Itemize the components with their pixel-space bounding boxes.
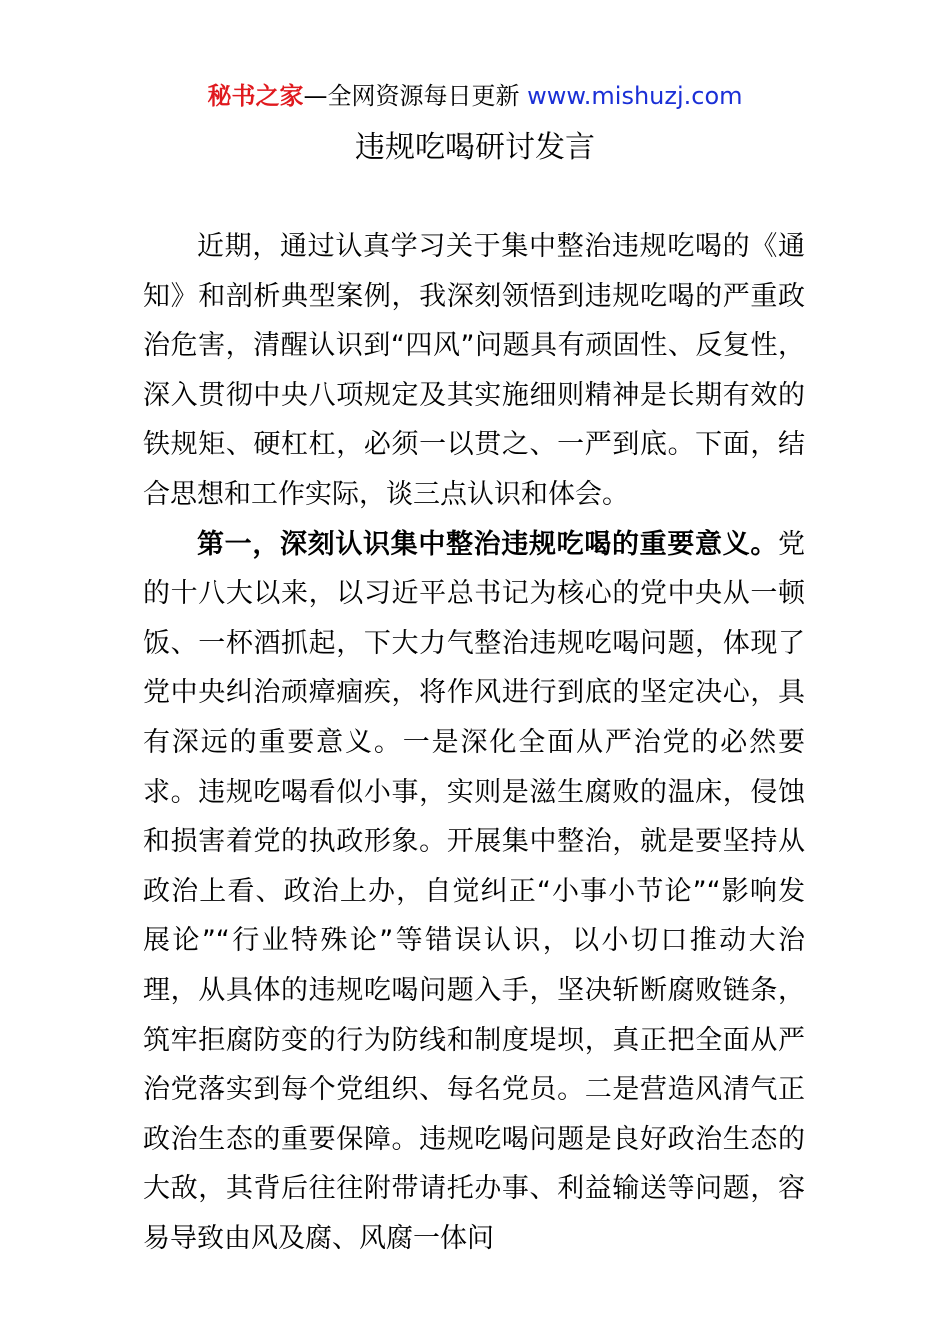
site-url-link[interactable]: www.mishuzj.com: [527, 82, 743, 110]
site-tagline: —全网资源每日更新: [303, 82, 520, 110]
site-header: [0, 80, 950, 112]
document-body: [143, 222, 805, 1263]
document-title: 违规吃喝研讨发言: [355, 130, 595, 165]
paragraph-point-one-text: 党的十八大以来，以习近平总书记为核心的党中央从一顿饭、一杯酒抓起，下大力气整治违规吃喝问题，体现了党中央纠治顽瘴痼疾，将作风进行到底的坚定决心，具有深远的重要意义。一是深化全面从严治党的必然要求。违规吃喝看似小事，实则是滋生腐败的温床，侵蚀和损害着党的执政形象。开展集中整治，就是要坚持从政治上看、政治上办，自觉纠正“小事小节论”“影响发展论”“行业特殊论”等错误认识，以小切口推动大治理，从具体的违规吃喝问题入手，坚决斩断腐败链条，筑牢拒腐防变的行为防线和制度堤坝，真正把全面从严治党落实到每个党组织、每名党员。二是营造风清气正政治生态的重要保障。违规吃喝问题是良好政治生态的大敌，其背后往往附带请托办事、利益输送等问题，容易导致由风及腐、风腐一体问: [143, 528, 805, 1254]
paragraph-point-one: [143, 520, 805, 1264]
site-brand: 秘书之家: [207, 82, 304, 110]
paragraph-intro: 近期，通过认真学习关于集中整治违规吃喝的《通知》和剖析典型案例，我深刻领悟到违规吃喝的严重政治危害，清醒认识到“四风”问题具有顽固性、反复性，深入贯彻中央八项规定及其实施细则精神是长期有效的铁规矩、硬杠杠，必须一以贯之、一严到底。下面，结合思想和工作实际，谈三点认识和体会。: [143, 231, 805, 510]
paragraph-point-one-heading: 第一，深刻认识集中整治违规吃喝的重要意义。: [197, 528, 778, 560]
